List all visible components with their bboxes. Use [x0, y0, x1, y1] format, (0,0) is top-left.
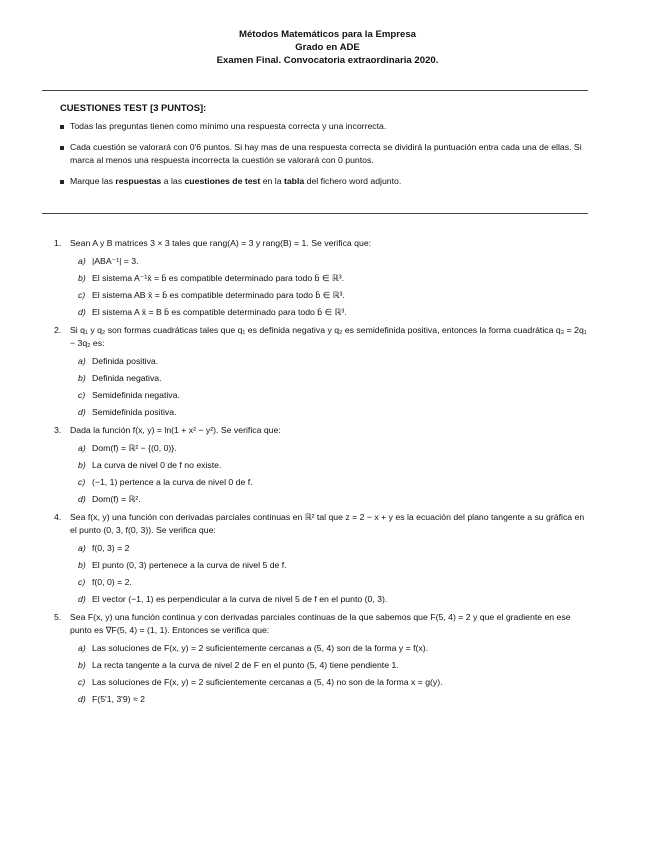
option-text: La recta tangente a la curva de nivel 2 de F en el punto (5, 4) tiene pendiente 1. — [92, 660, 399, 670]
option-label: a) — [78, 643, 86, 653]
answer-option — [78, 576, 590, 589]
option-text: Dom(f) = ℝ² − {(0, 0)}. — [92, 443, 177, 453]
option-label: b) — [78, 273, 86, 283]
option-label: a) — [78, 443, 86, 453]
instruction-text: en la — [260, 176, 284, 186]
test-section-title: CUESTIONES TEST [3 PUNTOS]: — [60, 102, 207, 113]
divider-bottom — [42, 213, 588, 214]
option-label: d) — [78, 407, 86, 417]
instruction-text: a las — [161, 176, 185, 186]
option-text: Definida negativa. — [92, 373, 162, 383]
option-label: c) — [78, 390, 86, 400]
option-label: d) — [78, 307, 86, 317]
question-number: 1. — [54, 238, 62, 248]
divider-top — [42, 90, 588, 91]
question-number: 2. — [54, 325, 62, 335]
course-title: Métodos Matemáticos para la Empresa — [238, 29, 416, 40]
question — [54, 324, 590, 419]
option-text: La curva de nivel 0 de f no existe. — [92, 460, 222, 470]
answer-option — [78, 372, 590, 385]
option-label: a) — [78, 543, 86, 553]
instruction-emphasis: tabla — [283, 176, 305, 186]
option-text: Las soluciones de F(x, y) = 2 suficientemente cercanas a (5, 4) son de la forma y = f(x). — [92, 643, 429, 653]
question-text: Sean A y B matrices 3 × 3 tales que rang(A) = 3 y rang(B) = 1. Se verifica que: — [70, 238, 372, 248]
answer-option — [78, 642, 590, 655]
instruction-text: del fichero word adjunto. — [304, 176, 402, 186]
option-text: El vector (−1, 1) es perpendicular a la curva de nivel 5 de f en el punto (0, 3). — [92, 594, 388, 604]
option-text: El sistema A x̄ = B b̄ es compatible determinado para todo b̄ ∈ ℝ³. — [92, 307, 347, 317]
exam-title: Examen Final. Convocatoria extraordinaria 2020. — [216, 55, 439, 66]
answer-option — [78, 593, 590, 606]
option-label: b) — [78, 373, 86, 383]
instruction-item: Cada cuestión se valorará con 0'6 puntos. Si hay mas de una respuesta correcta se dividirá la puntuación entra cada una de ellas. Si marca al menos una respuesta incorrecta la cuestión se valorará con 0 puntos. — [60, 141, 590, 167]
option-label: a) — [78, 356, 86, 366]
question-number: 4. — [54, 512, 62, 522]
option-text: f(0, 0) = 2. — [92, 577, 132, 587]
question-text: Sea F(x, y) una función continua y con derivadas parciales continuas de la que sabemos que F(5, 4) = 2 y que el gradiente en ese punto es ∇F(5, 4) = (1, 1). Entonces se verifica que: — [70, 612, 571, 635]
option-list — [78, 355, 590, 419]
answer-option — [78, 355, 590, 368]
option-label: c) — [78, 477, 86, 487]
answer-option — [78, 272, 590, 285]
question-list — [54, 237, 590, 711]
question-text: Dada la función f(x, y) = ln(1 + x² − y²). Se verifica que: — [70, 425, 281, 435]
option-label: b) — [78, 660, 86, 670]
question-text: Sea f(x, y) una función con derivadas parciales continuas en ℝ² tal que z = 2 − x + y es la ecuación del plano tangente a su gráfica en el punto (0, 3, f(0, 3)). Se verifica que: — [70, 512, 585, 535]
answer-option — [78, 693, 590, 706]
option-text: (−1, 1) pertence a la curva de nivel 0 de f. — [92, 477, 253, 487]
option-label: d) — [78, 694, 86, 704]
answer-option — [78, 306, 590, 319]
answer-option — [78, 406, 590, 419]
answer-option — [78, 255, 590, 268]
option-text: Las soluciones de F(x, y) = 2 suficientemente cercanas a (5, 4) no son de la forma x = g(y). — [92, 677, 443, 687]
answer-option — [78, 676, 590, 689]
option-text: f(0, 3) = 2 — [92, 543, 130, 553]
option-list — [78, 642, 590, 706]
answer-option — [78, 289, 590, 302]
answer-option — [78, 659, 590, 672]
question-text: Si q₁ y q₂ son formas cuadráticas tales que q₁ es definida negativa y q₂ es semidefinida positiva, entonces la forma cuadrática q₃ = 2q₁ − 3q₂ es: — [70, 325, 587, 348]
option-label: d) — [78, 594, 86, 604]
question-number: 5. — [54, 612, 62, 622]
option-list — [78, 542, 590, 606]
option-text: El sistema A⁻¹x̄ = b̄ es compatible determinado para todo b̄ ∈ ℝ³. — [92, 273, 345, 283]
option-text: Dom(f) = ℝ². — [92, 494, 141, 504]
option-list — [78, 442, 590, 506]
answer-option — [78, 493, 590, 506]
option-label: b) — [78, 560, 86, 570]
option-text: Definida positiva. — [92, 356, 159, 366]
option-text: Semidefinida negativa. — [92, 390, 180, 400]
option-text: El punto (0, 3) pertenece a la curva de nivel 5 de f. — [92, 560, 287, 570]
instructions-list — [60, 120, 590, 196]
answer-option — [78, 542, 590, 555]
option-text: Semidefinida positiva. — [92, 407, 177, 417]
answer-option — [78, 442, 590, 455]
option-text: F(5'1, 3'9) ≈ 2 — [92, 694, 145, 704]
instruction-emphasis: respuestas — [115, 176, 162, 186]
instruction-item — [60, 175, 590, 188]
question — [54, 424, 590, 506]
option-label: d) — [78, 494, 86, 504]
option-label: c) — [78, 577, 86, 587]
option-list — [78, 255, 590, 319]
option-label: c) — [78, 677, 86, 687]
option-label: b) — [78, 460, 86, 470]
instruction-emphasis: cuestiones de test — [184, 176, 261, 186]
question — [54, 511, 590, 606]
exam-header — [0, 28, 655, 67]
option-label: c) — [78, 290, 86, 300]
answer-option — [78, 459, 590, 472]
question-number: 3. — [54, 425, 62, 435]
answer-option — [78, 559, 590, 572]
instruction-item: Todas las preguntas tienen como mínimo una respuesta correcta y una incorrecta. — [60, 120, 590, 133]
instruction-text: Marque las — [70, 176, 116, 186]
answer-option — [78, 389, 590, 402]
option-text: El sistema AB x̄ = b̄ es compatible determinado para todo b̄ ∈ ℝ³. — [92, 290, 345, 300]
option-label: a) — [78, 256, 86, 266]
option-text: |ABA⁻¹| = 3. — [92, 256, 139, 266]
degree-title: Grado en ADE — [295, 42, 360, 53]
answer-option — [78, 476, 590, 489]
question — [54, 237, 590, 319]
question — [54, 611, 590, 706]
